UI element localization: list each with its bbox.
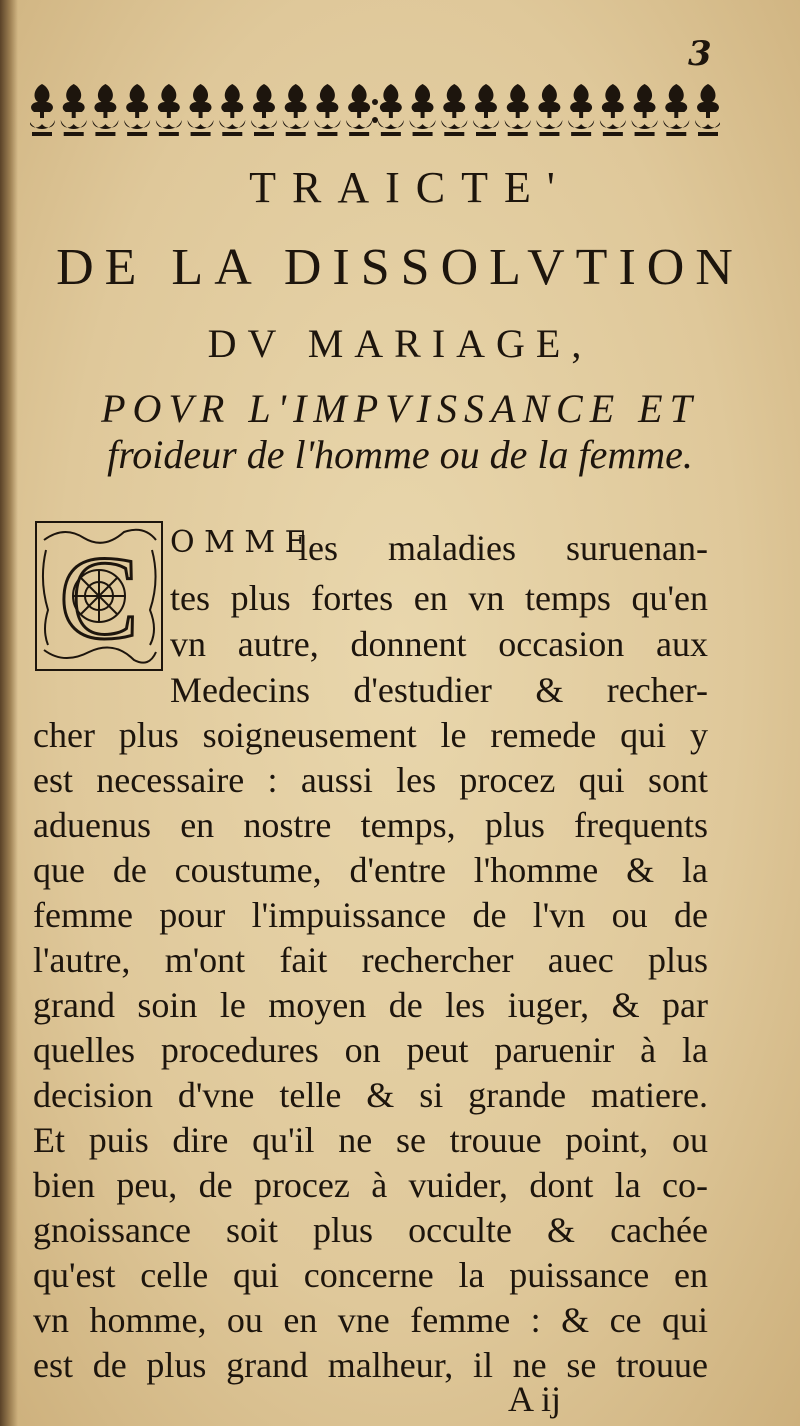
fleuron-icon (61, 84, 87, 136)
ornament-dot (372, 99, 378, 105)
binding-gutter (0, 0, 18, 1426)
fleuron-icon (505, 84, 531, 136)
page-number: 3 (688, 34, 712, 74)
text-line: est necessaire : aussi les procez qui sont (33, 760, 708, 800)
fleuron-icon (378, 84, 404, 136)
fleuron-icon (251, 84, 277, 136)
text-line: qu'est celle qui concerne la puissance en (33, 1255, 708, 1295)
fleuron-icon (219, 84, 245, 136)
text-line: vn autre, donnent occasion aux (170, 624, 708, 664)
fleuron-icon (92, 84, 118, 136)
text-line: l'autre, m'ont fait rechercher auec plus (33, 940, 708, 980)
text-line: les maladies suruenan- (298, 528, 708, 568)
text-line: tes plus fortes en vn temps qu'en (170, 578, 708, 618)
fleuron-icon (283, 84, 309, 136)
fleuron-icon (568, 84, 594, 136)
fleuron-icon (410, 84, 436, 136)
text-line: decision d'vne telle & si grande matiere. (33, 1075, 708, 1115)
fleuron-icon (346, 84, 372, 136)
text-line: Medecins d'estudier & recher- (170, 670, 708, 710)
text-line: vn homme, ou en vne femme : & ce qui (33, 1300, 708, 1340)
title-line-2: DE LA DISSOLVTION (56, 239, 744, 296)
title-line-3: DV MARIAGE, (207, 321, 593, 366)
fleuron-icon (695, 84, 720, 136)
subtitle-line-1: POVR L'IMPVISSANCE ET (101, 386, 699, 431)
text-line: femme pour l'impuissance de l'vn ou de (33, 895, 708, 935)
text-line: que de coustume, d'entre l'homme & la (33, 850, 708, 890)
fleuron-icon (632, 84, 658, 136)
fleuron-icon (600, 84, 626, 136)
text-line: quelles procedures on peut paruenir à la (33, 1030, 708, 1070)
decorated-drop-cap (34, 520, 164, 672)
fleuron-icon (30, 84, 55, 136)
fleuron-icon (124, 84, 150, 136)
fleuron-icon (441, 84, 467, 136)
text-line: bien peu, de procez à vuider, dont la co- (33, 1165, 708, 1205)
fleuron-icon (188, 84, 214, 136)
text-line: grand soin le moyen de les iuger, & par (33, 985, 708, 1025)
drop-cap-letter: C (58, 531, 140, 664)
fleuron-icon (156, 84, 182, 136)
fleuron-icon (663, 84, 689, 136)
text-line: gnoissance soit plus occulte & cachée (33, 1210, 708, 1250)
signature-mark: A ij (508, 1379, 562, 1419)
subtitle-line-2: froideur de l'homme ou de la femme. (107, 432, 693, 477)
text-line: est de plus grand malheur, il ne se trouue (33, 1345, 708, 1385)
text-line: aduenus en nostre temps, plus frequents (33, 805, 708, 845)
text-line: cher plus soigneusement le remede qui y (33, 715, 708, 755)
title-line-1: TRAICTE' (249, 163, 571, 212)
fleuron-icon (314, 84, 340, 136)
drop-cap-continuation: O M M E (170, 525, 307, 560)
fleuron-icon (536, 84, 562, 136)
fleuron-icon (473, 84, 499, 136)
text-line: Et puis dire qu'il ne se trouue point, ou (33, 1120, 708, 1160)
fleuron-border-ornament (30, 80, 720, 142)
ornament-dot (372, 117, 378, 123)
